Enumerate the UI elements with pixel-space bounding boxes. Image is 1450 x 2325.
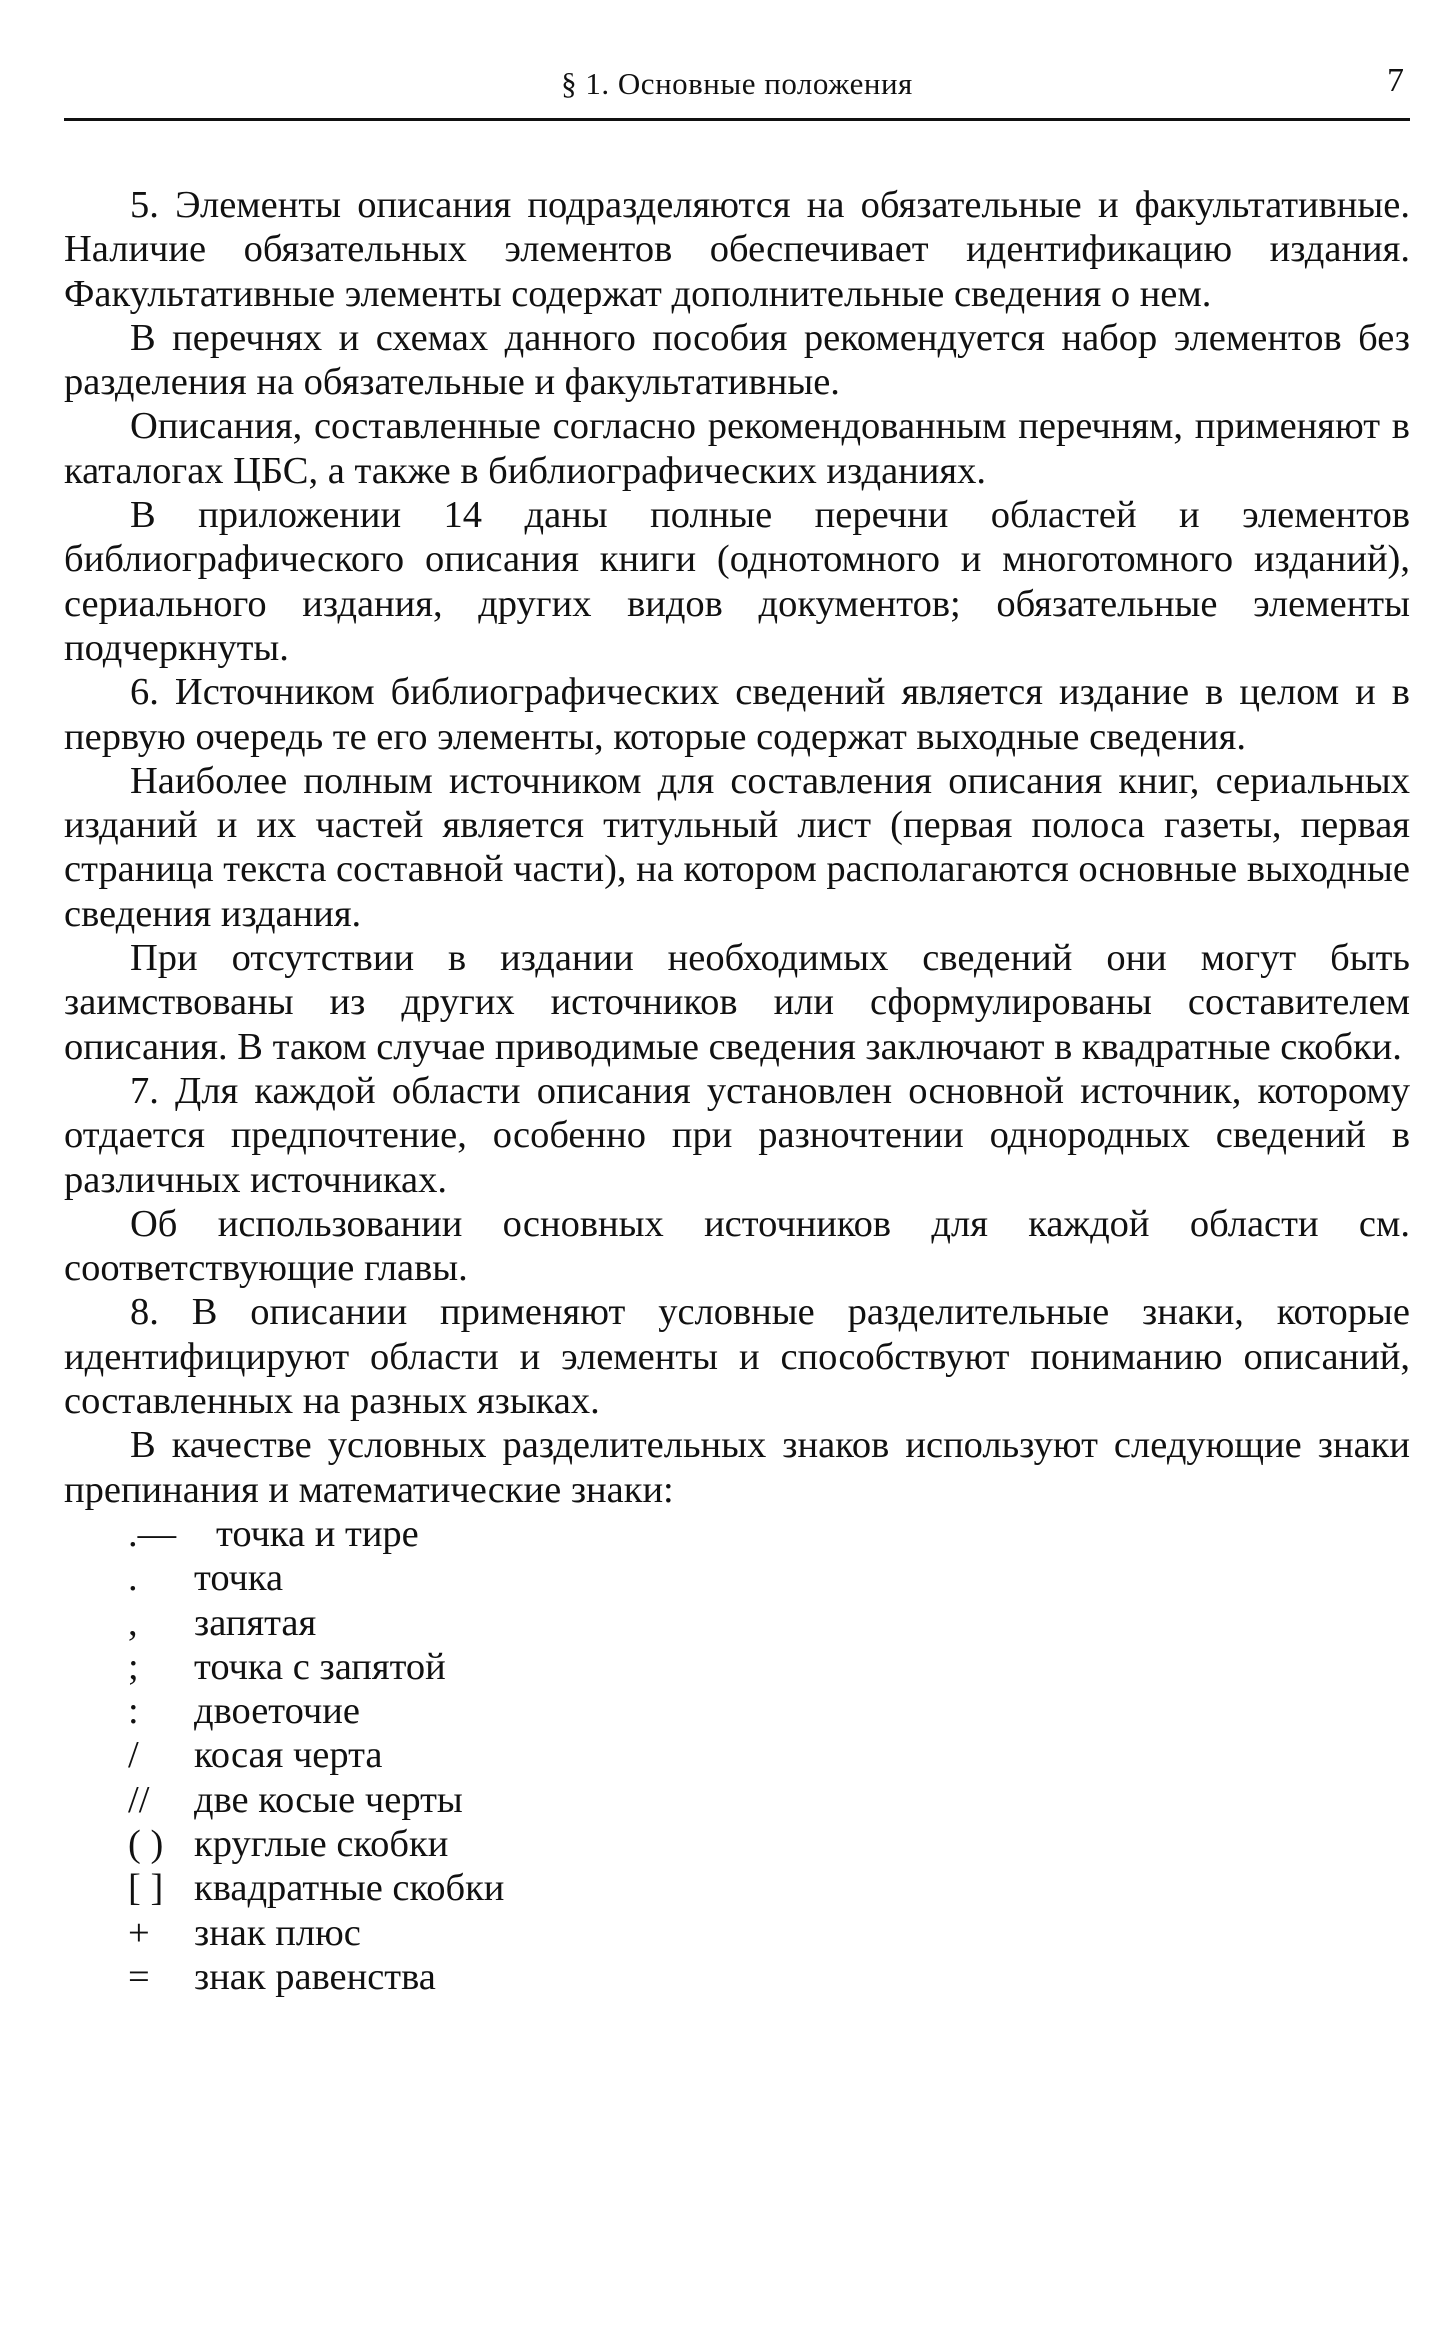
paragraph-separator-list-intro: В качестве условных разделительных знаков используют следующие знаки препинания и математические знаки:	[64, 1424, 1410, 1511]
book-page	[64, 60, 1410, 1999]
sign-name: квадратные скобки	[194, 1867, 505, 1910]
paragraph-lists-schemes: В перечнях и схемах данного пособия рекомендуется набор элементов без разделения на обязательные и факультативные.	[64, 316, 1410, 404]
paragraph-missing-info: При отсутствии в издании необходимых сведений они могут быть заимствованы из других источников или сформулированы составителем описания. В таком случае приводимые сведения заключают в квадратные скобки.	[64, 937, 1410, 1068]
sign-symbol: [ ]	[128, 1867, 164, 1910]
sign-name: знак плюс	[194, 1911, 361, 1954]
page-body	[64, 183, 1410, 1999]
sign-symbol: =	[128, 1955, 150, 1998]
sign-item	[64, 1556, 1410, 1600]
sign-item	[64, 1778, 1410, 1822]
sign-symbol: //	[128, 1778, 150, 1821]
sign-name: косая черта	[194, 1734, 383, 1777]
sign-name: знак равенства	[194, 1955, 436, 1998]
sign-item	[64, 1955, 1410, 1999]
running-title: § 1. Основные положения	[561, 66, 913, 101]
sign-item	[64, 1689, 1410, 1733]
sign-symbol: ( )	[128, 1822, 164, 1865]
running-header	[64, 60, 1410, 121]
sign-item	[64, 1733, 1410, 1777]
sign-name: запятая	[194, 1601, 317, 1644]
sign-symbol: .	[128, 1557, 138, 1600]
sign-name: двоеточие	[194, 1690, 360, 1733]
sign-name: круглые скобки	[194, 1822, 449, 1865]
sign-name: точка	[194, 1557, 284, 1600]
sign-symbol: :	[128, 1690, 139, 1733]
sign-symbol: ;	[128, 1645, 139, 1688]
sign-item	[64, 1645, 1410, 1689]
sign-item	[64, 1601, 1410, 1645]
paragraph-5-elements: 5. Элементы описания подразделяются на обязательные и факультативные. Наличие обязательных элементов обеспечивает идентификацию издания. Факультативные элементы содержат дополнительные сведения о нем.	[64, 184, 1410, 315]
sign-symbol: .—	[128, 1512, 177, 1555]
sign-item	[64, 1822, 1410, 1866]
sign-name: две косые черты	[194, 1778, 463, 1821]
sign-item	[64, 1911, 1410, 1955]
sign-name: точка и тире	[216, 1512, 419, 1555]
page-number: 7	[1387, 62, 1404, 99]
sign-item	[64, 1512, 1410, 1556]
paragraph-8-separators: 8. В описании применяют условные разделительные знаки, которые идентифицируют области и элементы и способствуют пониманию описаний, составленных на разных языках.	[64, 1291, 1410, 1423]
paragraph-sources-usage: Об использовании основных источников для каждой области см. соответствующие главы.	[64, 1202, 1410, 1290]
sign-item	[64, 1866, 1410, 1910]
separator-sign-list	[64, 1512, 1410, 1999]
sign-symbol: /	[128, 1734, 139, 1777]
paragraph-7-main-source: 7. Для каждой области описания установлен основной источник, которому отдается предпочтение, особенно при разночтении однородных сведений в различных источниках.	[64, 1069, 1410, 1201]
paragraph-appendix-14: В приложении 14 даны полные перечни областей и элементов библиографического описания книги (однотомного и многотомного изданий), сериального издания, других видов документов; обязательные элементы подчеркнуты.	[64, 494, 1410, 669]
paragraph-6-source: 6. Источником библиографических сведений является издание в целом и в первую очередь те его элементы, которые содержат выходные сведения.	[64, 671, 1410, 758]
paragraph-title-page: Наиболее полным источником для составления описания книг, сериальных изданий и их частей является титульный лист (первая полоса газеты, первая страница текста составной части), на котором располагаются основные выходные сведения издания.	[64, 759, 1410, 935]
sign-symbol: ,	[128, 1601, 138, 1644]
sign-symbol: +	[128, 1911, 150, 1954]
paragraph-descriptions-usage: Описания, составленные согласно рекомендованным перечням, применяют в каталогах ЦБС, а также в библиографических изданиях.	[64, 405, 1410, 492]
sign-name: точка с запятой	[194, 1645, 446, 1688]
